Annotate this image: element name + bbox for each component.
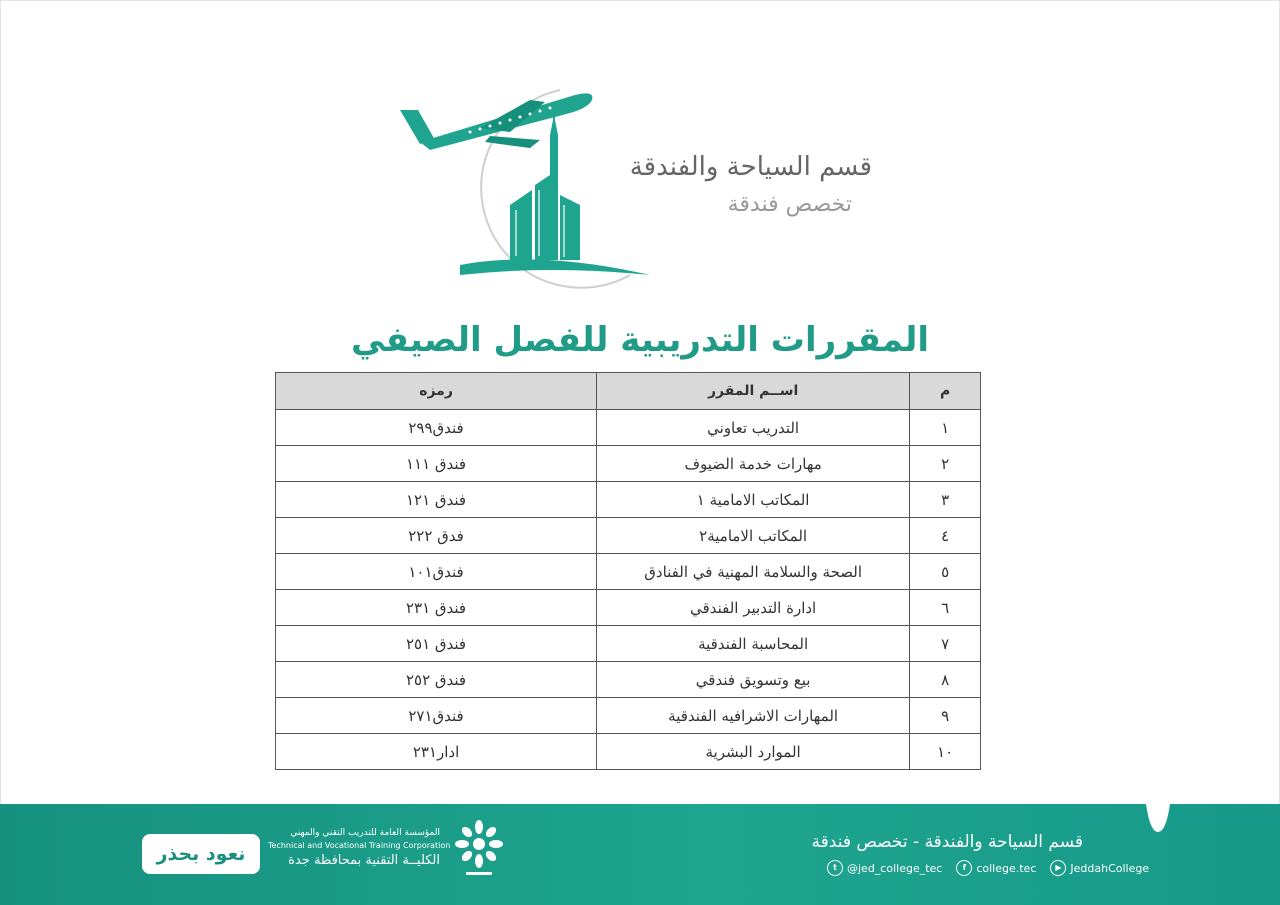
course-code: فندق ٢٣١ [276, 590, 597, 626]
row-number: ٥ [910, 554, 981, 590]
facebook-icon: f [956, 860, 972, 876]
course-code: فندق٢٩٩ [276, 410, 597, 446]
table-row [276, 662, 981, 698]
course-code: فندق ٢٥٢ [276, 662, 597, 698]
campaign-badge [142, 834, 260, 874]
row-number: ٨ [910, 662, 981, 698]
course-code: فندق ٢٥١ [276, 626, 597, 662]
row-number: ٢ [910, 446, 981, 482]
course-code: فندق١٠١ [276, 554, 597, 590]
table-row [276, 446, 981, 482]
table-row [276, 410, 981, 446]
department-title: قسم السياحة والفندقة [629, 152, 872, 182]
twitter-icon: t [827, 860, 843, 876]
course-name: الموارد البشرية [597, 734, 910, 770]
campaign-badge-text: نعود بحذر [156, 843, 246, 865]
table-row [276, 518, 981, 554]
table-header-row [276, 373, 981, 410]
row-number: ٤ [910, 518, 981, 554]
course-name: ادارة التدبير الفندقي [597, 590, 910, 626]
table-row [276, 554, 981, 590]
table-row [276, 734, 981, 770]
header-number: م [910, 373, 981, 410]
social-youtube[interactable] [1050, 860, 1149, 876]
youtube-icon: ▶ [1050, 860, 1066, 876]
youtube-handle: JeddahCollege [1070, 861, 1150, 875]
table-row [276, 626, 981, 662]
course-name: بيع وتسويق فندقي [597, 662, 910, 698]
course-name: الصحة والسلامة المهنية في الفنادق [597, 554, 910, 590]
social-facebook[interactable] [956, 860, 1036, 876]
course-code: ادار٢٣١ [276, 734, 597, 770]
table-row [276, 590, 981, 626]
facebook-handle: college.tec [976, 861, 1037, 875]
course-code: فندق ١٢١ [276, 482, 597, 518]
row-number: ٦ [910, 590, 981, 626]
plane-buildings-illustration [390, 80, 690, 290]
table-row [276, 482, 981, 518]
footer-title: قسم السياحة والفندقة - تخصص فندقة [811, 832, 1083, 852]
social-twitter[interactable] [827, 860, 942, 876]
course-code: فندق ١١١ [276, 446, 597, 482]
course-code: فندق٢٧١ [276, 698, 597, 734]
row-number: ١ [910, 410, 981, 446]
corporation-name [268, 828, 451, 868]
tvtc-logo-icon [452, 818, 506, 880]
course-name: مهارات خدمة الضيوف [597, 446, 910, 482]
course-name: المكاتب الامامية ١ [597, 482, 910, 518]
courses-table [275, 372, 981, 770]
row-number: ٣ [910, 482, 981, 518]
corp-name-english: Technical and Vocational Training Corporation [268, 841, 451, 850]
course-code: فدق ٢٢٢ [276, 518, 597, 554]
social-links [827, 860, 1149, 876]
footer-notch-decoration [1146, 804, 1170, 834]
course-name: المكاتب الامامية٢ [597, 518, 910, 554]
corp-name-arabic: المؤسسة العامة للتدريب التقني والمهني [290, 828, 440, 838]
row-number: ٧ [910, 626, 981, 662]
department-subtitle: تخصص فندقة [727, 192, 852, 217]
college-name: الكليــة التقنية بمحافظة جدة [288, 853, 440, 868]
page-title: المقررات التدريبية للفصل الصيفي [350, 320, 930, 360]
course-name: التدريب تعاوني [597, 410, 910, 446]
table-row [276, 698, 981, 734]
twitter-handle: @jed_college_tec [847, 861, 943, 875]
row-number: ١٠ [910, 734, 981, 770]
course-name: المهارات الاشرافيه الفندقية [597, 698, 910, 734]
row-number: ٩ [910, 698, 981, 734]
header-course-name: اســم المقرر [597, 373, 910, 410]
course-name: المحاسبة الفندقية [597, 626, 910, 662]
header-course-code: رمزه [276, 373, 597, 410]
